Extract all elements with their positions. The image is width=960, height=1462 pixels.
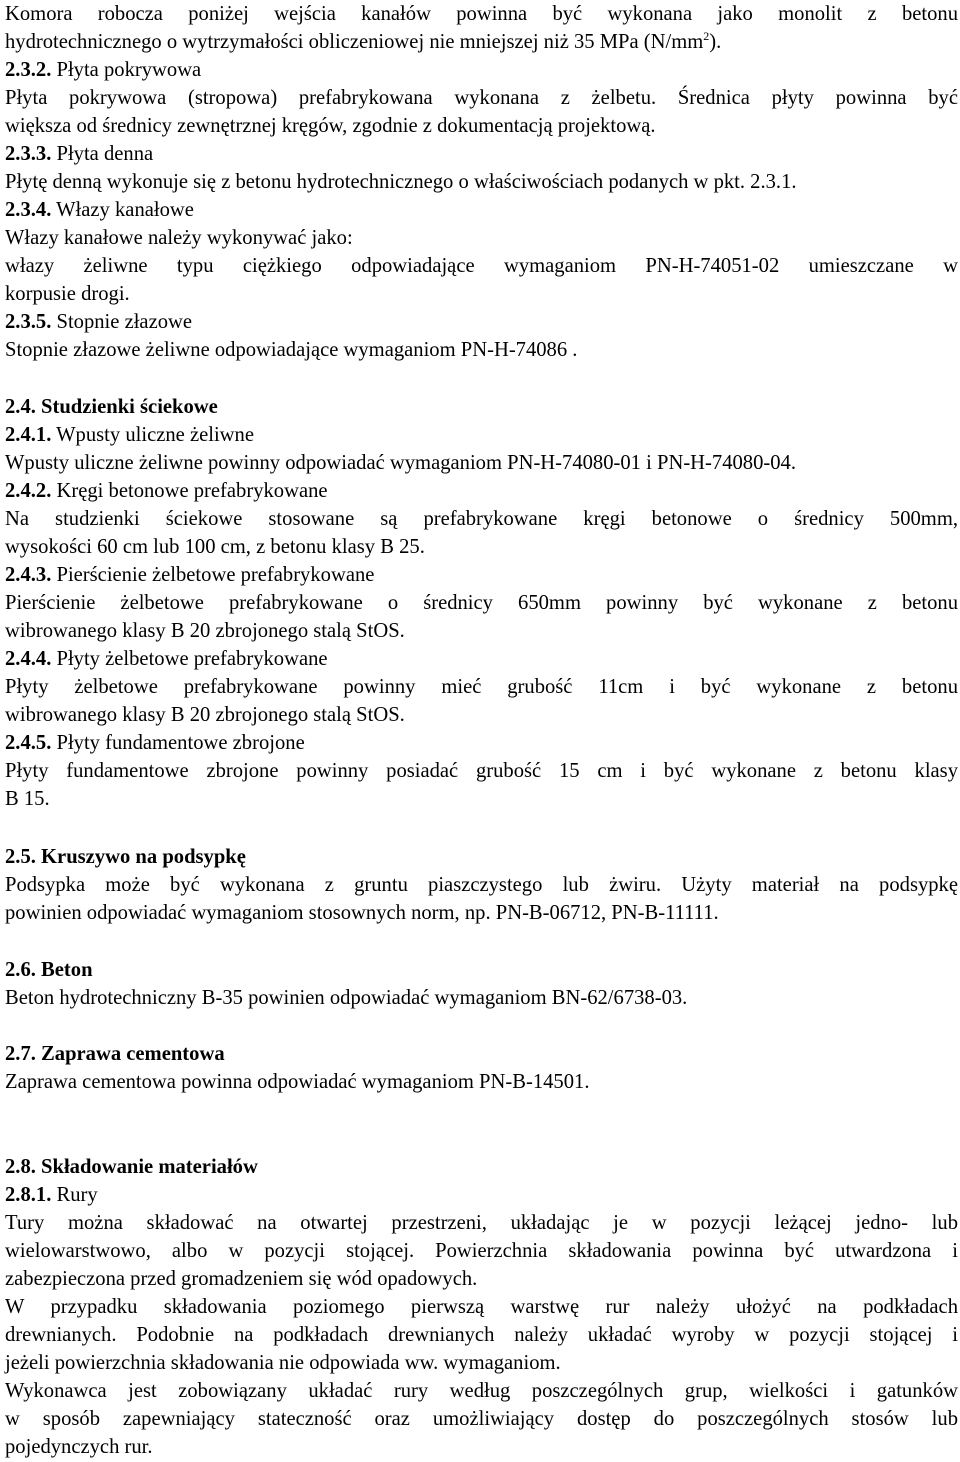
text-line: Beton hydrotechniczny B-35 powinien odpowiadać wymaganiom BN-62/6738-03.: [5, 987, 688, 1009]
section-title: Pierścienie żelbetowe prefabrykowane: [51, 564, 375, 586]
text-line: Wykonawca jest zobowiązany układać rury według poszczególnych grup, wielkości i gatunków: [5, 1380, 958, 1402]
superscript: 2: [703, 29, 710, 43]
section-heading: 2.6. Beton: [5, 959, 93, 981]
section-number: 2.3.2.: [5, 59, 52, 81]
text-fragment: ).: [709, 31, 722, 53]
text-line: Płyty żelbetowe prefabrykowane powinny mieć grubość 11cm i być wykonane z betonu: [5, 676, 958, 698]
text-line: Włazy kanałowe należy wykonywać jako:: [5, 227, 353, 249]
text-line: wibrowanego klasy B 20 zbrojonego stalą StOS.: [5, 704, 405, 726]
section-title: Płyta denna: [51, 143, 154, 165]
section-heading: 2.8. Składowanie materiałów: [5, 1156, 258, 1178]
text-line: B 15.: [5, 788, 50, 810]
text-line: Tury można składować na otwartej przestrzeni, układając je w pozycji leżącej jedno- lub: [5, 1212, 958, 1234]
subsection-heading: [5, 729, 305, 757]
text-line: włazy żeliwne typu ciężkiego odpowiadające wymaganiom PN-H-74051-02 umieszczane w: [5, 255, 958, 277]
text-line: Płyty fundamentowe zbrojone powinny posiadać grubość 15 cm i być wykonane z betonu klasy: [5, 760, 958, 782]
text-line: większa od średnicy zewnętrznej kręgów, zgodnie z dokumentacją projektową.: [5, 115, 656, 137]
subsection-heading: [5, 561, 374, 589]
section-title: Kręgi betonowe prefabrykowane: [51, 480, 328, 502]
subsection-heading: [5, 421, 254, 449]
section-title: Wpusty uliczne żeliwne: [51, 424, 254, 446]
text-line: Pierścienie żelbetowe prefabrykowane o średnicy 650mm powinny być wykonane z betonu: [5, 592, 958, 614]
section-number: 2.4.1.: [5, 424, 52, 446]
subsection-heading: [5, 308, 192, 336]
text-line: Płyta pokrywowa (stropowa) prefabrykowana wykonana z żelbetu. Średnica płyty powinna być: [5, 87, 958, 109]
text-line: w sposób zapewniający stateczność oraz umożliwiający dostęp do poszczególnych stosów lub: [5, 1408, 958, 1430]
text-line: Zaprawa cementowa powinna odpowiadać wymaganiom PN-B-14501.: [5, 1071, 590, 1093]
text-line: korpusie drogi.: [5, 283, 130, 305]
subsection-heading: [5, 196, 194, 224]
section-number: 2.3.3.: [5, 143, 52, 165]
text-line: W przypadku składowania poziomego pierwszą warstwę rur należy ułożyć na podkładach: [5, 1296, 958, 1318]
section-title: Płyta pokrywowa: [51, 59, 202, 81]
text-line: Podsypka może być wykonana z gruntu piaszczystego lub żwiru. Użyty materiał na podsypkę: [5, 874, 958, 896]
section-number: 2.4.4.: [5, 648, 52, 670]
text-line: Stopnie złazowe żeliwne odpowiadające wymaganiom PN-H-74086 .: [5, 339, 578, 361]
text-line: [5, 28, 721, 56]
text-line: drewnianych. Podobnie na podkładach drewnianych należy układać wyroby w pozycji stojącej i: [5, 1324, 958, 1346]
text-line: pojedynczych rur.: [5, 1436, 153, 1458]
section-number: 2.3.5.: [5, 311, 52, 333]
section-heading: 2.5. Kruszywo na podsypkę: [5, 846, 246, 868]
section-title: Stopnie złazowe: [51, 311, 193, 333]
section-number: 2.4.2.: [5, 480, 52, 502]
text-line: wielowarstwowo, albo w pozycji stojącej. Powierzchnia składowania powinna być utwardzona i: [5, 1240, 958, 1262]
subsection-heading: [5, 56, 201, 84]
text-line: jeżeli powierzchnia składowania nie odpowiada ww. wymaganiom.: [5, 1352, 561, 1374]
subsection-heading: [5, 645, 328, 673]
section-number: 2.3.4.: [5, 199, 52, 221]
subsection-heading: [5, 1181, 98, 1209]
subsection-heading: [5, 477, 328, 505]
section-heading: 2.4. Studzienki ściekowe: [5, 396, 218, 418]
section-number: 2.4.3.: [5, 564, 52, 586]
text-fragment: hydrotechnicznego o wytrzymałości obliczeniowej nie mniejszej niż 35 MPa (N/mm: [5, 31, 704, 53]
section-title: Płyty fundamentowe zbrojone: [51, 732, 305, 754]
text-line: powinien odpowiadać wymaganiom stosownych norm, np. PN-B-06712, PN-B-11111.: [5, 902, 719, 924]
text-line: Wpusty uliczne żeliwne powinny odpowiadać wymaganiom PN-H-74080-01 i PN-H-74080-04.: [5, 452, 796, 474]
text-line: zabezpieczona przed gromadzeniem się wód opadowych.: [5, 1268, 478, 1290]
section-number: 2.8.1.: [5, 1184, 52, 1206]
section-title: Płyty żelbetowe prefabrykowane: [51, 648, 328, 670]
section-number: 2.4.5.: [5, 732, 52, 754]
section-title: Włazy kanałowe: [51, 199, 194, 221]
section-title: Rury: [51, 1184, 98, 1206]
text-line: wibrowanego klasy B 20 zbrojonego stalą StOS.: [5, 620, 405, 642]
section-heading: 2.7. Zaprawa cementowa: [5, 1043, 225, 1065]
subsection-heading: [5, 140, 153, 168]
text-line: Płytę denną wykonuje się z betonu hydrotechnicznego o właściwościach podanych w pkt. 2.3.1.: [5, 171, 797, 193]
text-line: Na studzienki ściekowe stosowane są prefabrykowane kręgi betonowe o średnicy 500mm,: [5, 508, 958, 530]
text-line: Komora robocza poniżej wejścia kanałów powinna być wykonana jako monolit z betonu: [5, 3, 958, 25]
text-line: wysokości 60 cm lub 100 cm, z betonu klasy B 25.: [5, 536, 425, 558]
